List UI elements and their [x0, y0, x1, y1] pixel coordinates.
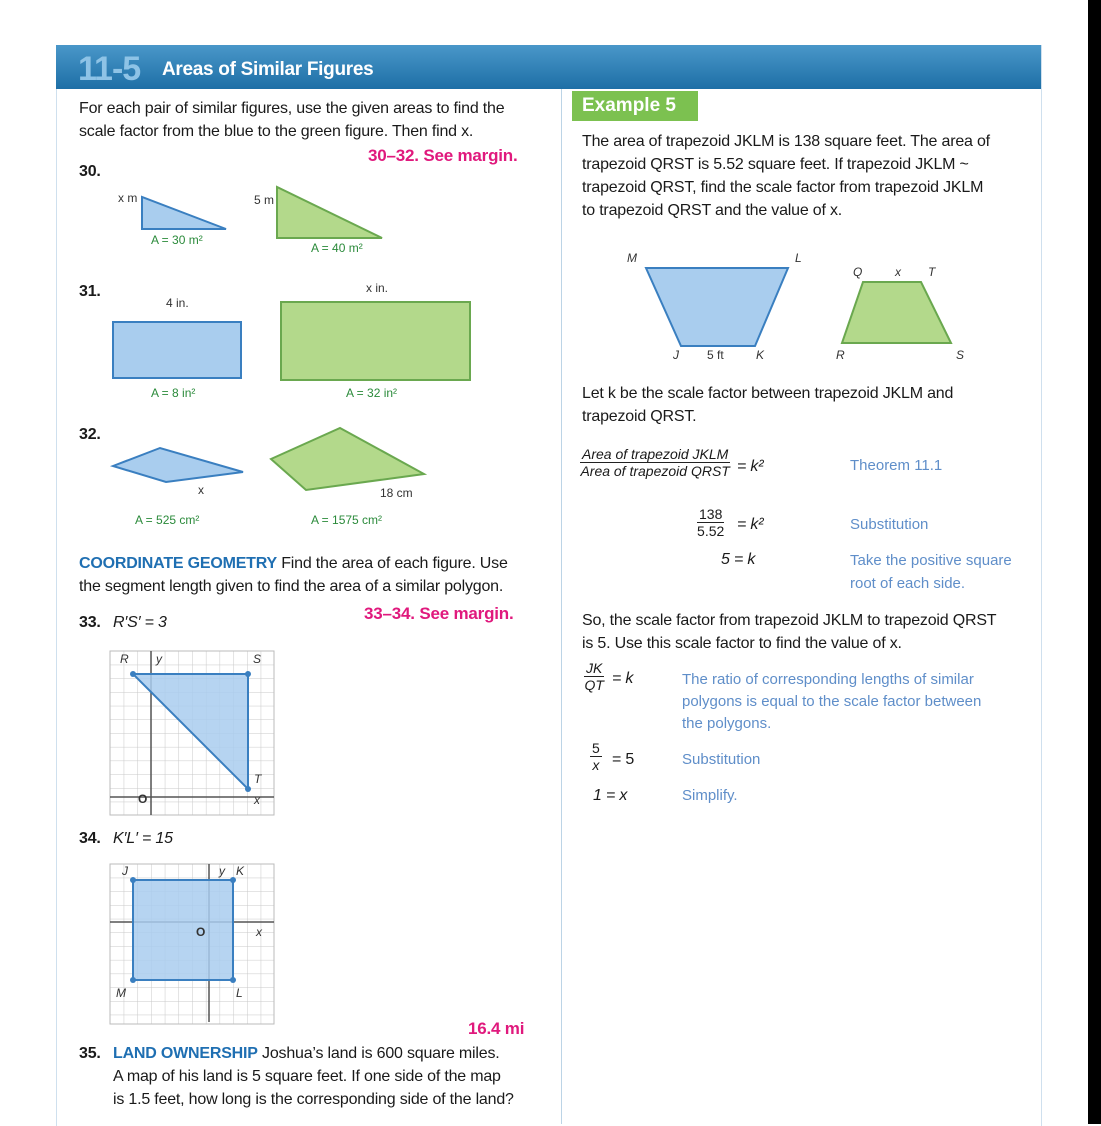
example-p2-line-2: trapezoid QRST.	[582, 408, 697, 425]
step4-fraction	[584, 660, 604, 693]
step6-equation: 1 = x	[593, 787, 628, 804]
step5-rhs: = 5	[612, 751, 635, 768]
ex34-label-x: x	[256, 925, 262, 939]
step4-note-2: polygons is equal to the scale factor between	[682, 693, 982, 710]
exercise-34-expr: K′L′ = 15	[113, 830, 173, 847]
step3-equation: 5 = k	[721, 551, 756, 568]
ex34-label-M: M	[116, 986, 126, 1000]
intro-line-1: For each pair of similar figures, use the given areas to find the	[79, 100, 505, 117]
ex33-label-O: O	[138, 792, 148, 806]
example-tab: Example 5	[572, 91, 698, 121]
step1-rhs: = k²	[737, 458, 764, 475]
answer-33-34: 33–34. See margin.	[364, 604, 514, 623]
fig-label-R: R	[836, 348, 845, 362]
answer-30-32: 30–32. See margin.	[368, 146, 518, 165]
exercise-35-line-3: is 1.5 feet, how long is the corresponding side of the land?	[113, 1091, 514, 1108]
ex34-label-O: O	[196, 925, 206, 939]
ex34-label-K: K	[236, 864, 245, 878]
coord-heading: COORDINATE GEOMETRY	[79, 555, 277, 572]
answer-35: 16.4 mi	[468, 1019, 525, 1038]
exercise-33-expr: R′S′ = 3	[113, 614, 167, 631]
ex32-green-area: A = 1575 cm²	[311, 513, 383, 527]
ex33-label-y: y	[156, 652, 162, 666]
step2-denominator: 5.52	[697, 523, 725, 539]
step5-denominator: x	[592, 757, 600, 773]
coord-line-2: the segment length given to find the area of a similar polygon.	[79, 578, 504, 595]
ex31-green-area: A = 32 in²	[346, 386, 398, 400]
fig-label-5ft: 5 ft	[707, 348, 724, 362]
coord-line-1-rest: Find the area of each figure. Use	[281, 555, 508, 572]
fig-label-J: J	[673, 348, 679, 362]
step1-fraction	[580, 446, 730, 479]
ex34-label-J: J	[122, 864, 128, 878]
fig-label-x: x	[895, 265, 901, 279]
ex31-blue-side: 4 in.	[166, 296, 189, 310]
step4-numerator: JK	[586, 660, 603, 676]
example-p1-line-4: to trapezoid QRST and the value of x.	[582, 202, 843, 219]
trapezoid-qrst	[842, 282, 951, 343]
intro-line-2: scale factor from the blue to the green figure. Then find x.	[79, 123, 474, 140]
example-p1-line-2: trapezoid QRST is 5.52 square feet. If trapezoid JKLM ~	[582, 156, 969, 173]
step4-denominator: QT	[584, 677, 604, 693]
step2-note: Substitution	[850, 516, 929, 533]
step4-rhs: = k	[612, 670, 634, 687]
ex32-green-side: 18 cm	[380, 486, 413, 500]
exercise-35-number: 35.	[79, 1045, 101, 1062]
ex35-line-1-rest: Joshua’s land is 600 square miles.	[262, 1045, 500, 1062]
exercise-35-line-2: A map of his land is 5 square feet. If one side of the map	[113, 1068, 501, 1085]
ex31-blue-area: A = 8 in²	[151, 386, 196, 400]
step2-rhs: = k²	[737, 516, 764, 533]
ex34-label-L: L	[236, 986, 243, 1000]
example-p2-line-1: Let k be the scale factor between trapezoid JKLM and	[582, 385, 954, 402]
step4-note-1: The ratio of corresponding lengths of similar	[682, 671, 974, 688]
fig-label-L: L	[795, 251, 802, 265]
step1-denominator: Area of trapezoid QRST	[580, 463, 730, 479]
ex35-heading: LAND OWNERSHIP	[113, 1045, 258, 1062]
ex30-blue-side: x m	[118, 191, 138, 205]
step3-note-1: Take the positive square	[850, 552, 1012, 569]
ex33-label-x: x	[254, 793, 260, 807]
ex33-label-R: R	[120, 652, 129, 666]
step5-numerator: 5	[592, 740, 600, 756]
fig-label-M: M	[627, 251, 637, 265]
step1-numerator: Area of trapezoid JKLM	[582, 446, 729, 462]
fig-label-T: T	[928, 265, 936, 279]
step1-note: Theorem 11.1	[850, 457, 943, 474]
exercise-30-number: 30.	[79, 163, 101, 180]
step5-note: Substitution	[682, 751, 761, 768]
exercise-33-number: 33.	[79, 614, 101, 631]
ex33-label-S: S	[253, 652, 262, 666]
ex32-blue-area: A = 525 cm²	[135, 513, 200, 527]
step6-note: Simplify.	[682, 787, 738, 804]
fig-label-Q: Q	[853, 265, 863, 279]
exercise-31-number: 31.	[79, 283, 101, 300]
lesson-number: 11-5	[78, 50, 141, 88]
ex34-label-y: y	[219, 864, 225, 878]
step4-note-3: the polygons.	[682, 715, 772, 732]
trapezoid-jklm	[646, 268, 788, 346]
ex30-green-area: A = 40 m²	[311, 241, 363, 255]
ex31-green-side: x in.	[366, 281, 389, 295]
exercise-32-number: 32.	[79, 426, 101, 443]
ex30-green-side: 5 m	[254, 193, 275, 207]
ex33-label-T: T	[254, 772, 262, 786]
step2-fraction	[697, 506, 724, 539]
step2-numerator: 138	[699, 506, 723, 522]
step3-note-2: root of each side.	[850, 575, 966, 592]
example-p3-line-2: is 5. Use this scale factor to find the value of x.	[582, 635, 902, 652]
step5-fraction	[590, 740, 602, 773]
fig-label-S: S	[956, 348, 965, 362]
lesson-title: Areas of Similar Figures	[162, 59, 374, 80]
example-p1-line-1: The area of trapezoid JKLM is 138 square feet. The area of	[582, 133, 990, 150]
example-p1-line-3: trapezoid QRST, find the scale factor from trapezoid JKLM	[582, 179, 984, 196]
example-p3-line-1: So, the scale factor from trapezoid JKLM to trapezoid QRST	[582, 612, 997, 629]
ex30-blue-area: A = 30 m²	[151, 233, 203, 247]
ex32-blue-side: x	[198, 483, 204, 497]
exercise-34-number: 34.	[79, 830, 101, 847]
fig-label-K: K	[756, 348, 765, 362]
